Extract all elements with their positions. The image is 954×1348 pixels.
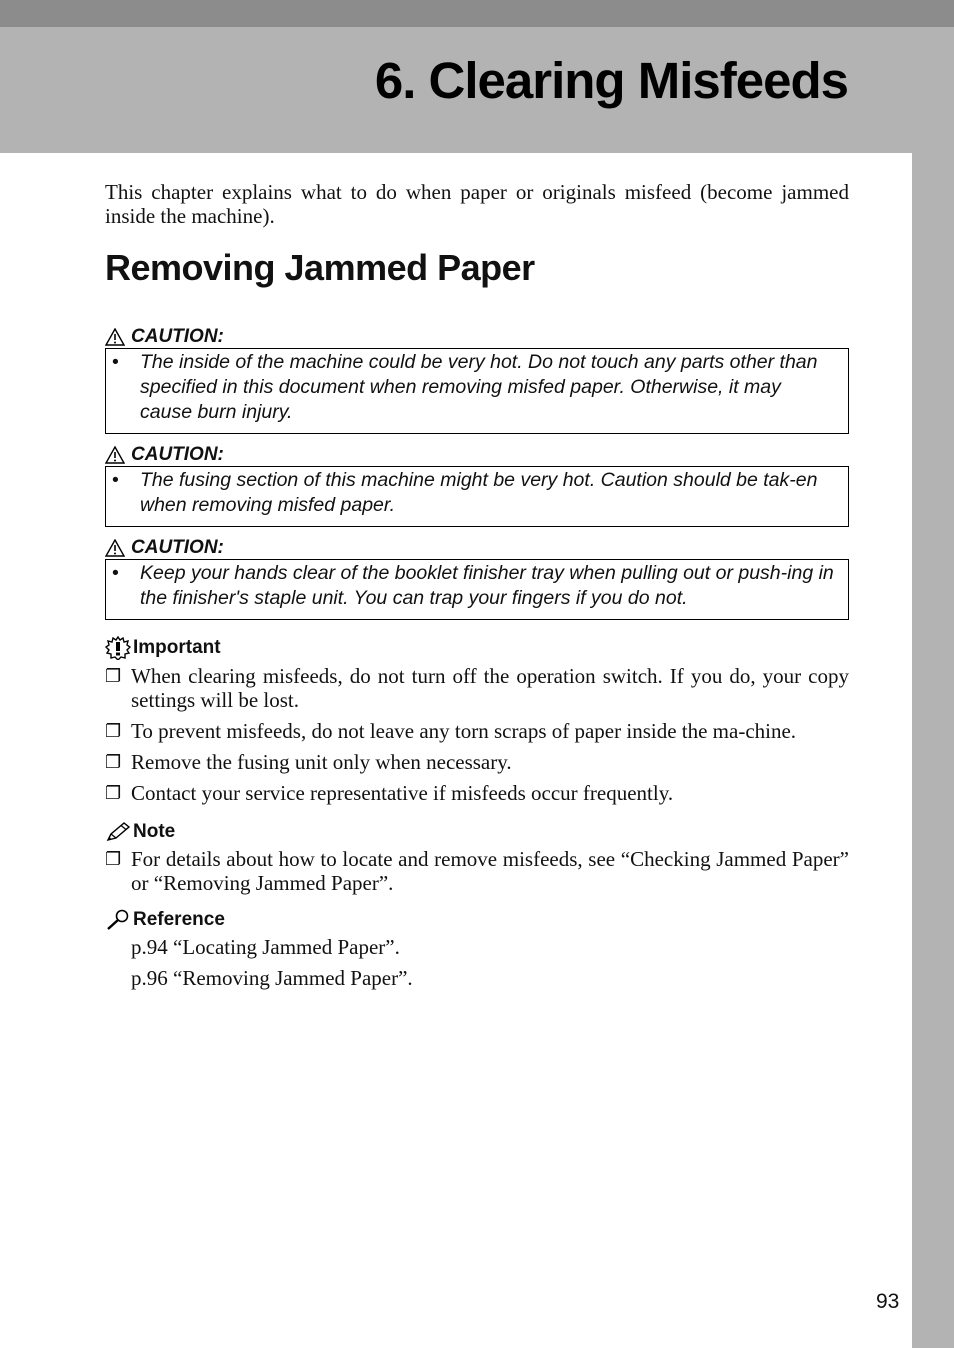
section-title: Removing Jammed Paper bbox=[105, 247, 535, 288]
checkbox-icon: ❐ bbox=[105, 752, 122, 772]
caution-item bbox=[110, 468, 838, 518]
reference-heading bbox=[105, 909, 849, 931]
reference-link[interactable]: p.96 “Removing Jammed Paper”. bbox=[131, 966, 413, 990]
magnifier-icon bbox=[105, 909, 131, 931]
warning-triangle-icon bbox=[105, 446, 125, 464]
caution-text: The inside of the machine could be very hot. Do not touch any parts other than specified in this document when removing misfed paper. Otherwise, it may cause burn injury. bbox=[140, 351, 818, 423]
caution-item bbox=[110, 561, 838, 611]
important-badge-icon bbox=[105, 636, 131, 660]
bullet-icon: • bbox=[112, 562, 119, 584]
caution-heading bbox=[105, 537, 849, 559]
important-item bbox=[105, 750, 849, 774]
checkbox-icon: ❐ bbox=[105, 783, 122, 803]
checkbox-icon: ❐ bbox=[105, 666, 122, 686]
warning-triangle-icon bbox=[105, 328, 125, 346]
reference-link[interactable]: p.94 “Locating Jammed Paper”. bbox=[131, 935, 400, 959]
important-text: When clearing misfeeds, do not turn off the operation switch. If you do, your copy settings will be lost. bbox=[131, 664, 849, 712]
caution-text: The fusing section of this machine might be very hot. Caution should be tak-en when removing misfed paper. bbox=[140, 469, 818, 516]
chapter-intro: This chapter explains what to do when paper or originals misfeed (become jammed inside the machine). bbox=[105, 180, 849, 228]
caution-box bbox=[105, 559, 849, 620]
chapter-header-band bbox=[0, 27, 954, 153]
page-side-band bbox=[912, 153, 954, 1348]
caution-block bbox=[105, 326, 849, 434]
bullet-icon: • bbox=[112, 351, 119, 373]
important-text: Remove the fusing unit only when necessary. bbox=[131, 750, 512, 774]
note-text: For details about how to locate and remove misfeeds, see “Checking Jammed Paper” or “Removing Jammed Paper”. bbox=[131, 847, 849, 895]
important-heading bbox=[105, 636, 849, 660]
caution-box bbox=[105, 466, 849, 527]
caution-label: CAUTION: bbox=[131, 537, 224, 558]
pencil-icon bbox=[105, 821, 131, 843]
important-text: Contact your service representative if misfeeds occur frequently. bbox=[131, 781, 674, 805]
checkbox-icon: ❐ bbox=[105, 849, 122, 869]
checkbox-icon: ❐ bbox=[105, 721, 122, 741]
caution-heading bbox=[105, 444, 849, 466]
caution-label: CAUTION: bbox=[131, 326, 224, 347]
page-number: 93 bbox=[876, 1290, 900, 1313]
bullet-icon: • bbox=[112, 469, 119, 491]
caution-label: CAUTION: bbox=[131, 444, 224, 465]
reference-label: Reference bbox=[133, 909, 225, 930]
important-text: To prevent misfeeds, do not leave any torn scraps of paper inside the ma-chine. bbox=[131, 719, 797, 743]
caution-item bbox=[110, 350, 838, 425]
note-label: Note bbox=[133, 821, 176, 842]
note-section bbox=[105, 821, 849, 895]
header-top-strip bbox=[0, 0, 954, 27]
caution-box bbox=[105, 348, 849, 434]
important-label: Important bbox=[133, 637, 221, 658]
important-item bbox=[105, 719, 849, 743]
page-content bbox=[105, 180, 849, 990]
chapter-title: 6. Clearing Misfeeds bbox=[374, 52, 848, 109]
caution-block bbox=[105, 537, 849, 620]
caution-text: Keep your hands clear of the booklet finisher tray when pulling out or push-ing in the finisher's staple unit. You can trap your fingers if you do not. bbox=[140, 562, 834, 609]
important-item bbox=[105, 781, 849, 805]
note-item bbox=[105, 847, 849, 895]
caution-heading bbox=[105, 326, 849, 348]
warning-triangle-icon bbox=[105, 539, 125, 557]
important-item bbox=[105, 664, 849, 712]
caution-block bbox=[105, 444, 849, 527]
important-section bbox=[105, 636, 849, 805]
reference-section bbox=[105, 909, 849, 990]
note-heading bbox=[105, 821, 849, 843]
